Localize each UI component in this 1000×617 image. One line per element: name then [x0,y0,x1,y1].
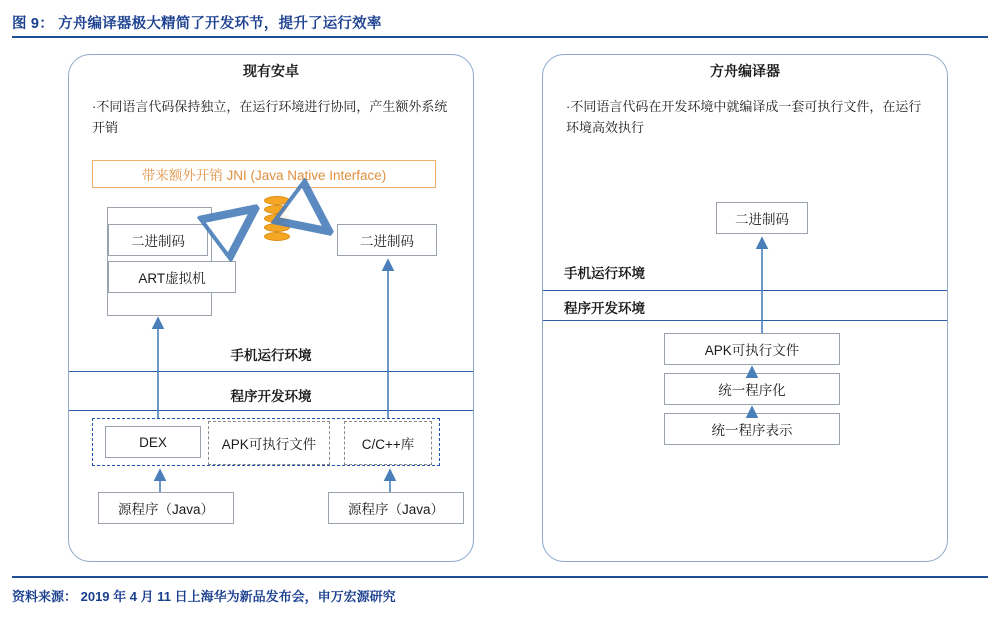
left-runtime-zone-label: 手机运行环境 [230,348,312,363]
coin-stack-icon [264,196,290,244]
source-program-left-box: 源程序（Java） [98,492,234,524]
dex-box: DEX [105,426,201,458]
right-panel-description: ·不同语言代码在开发环境中就编译成一套可执行文件，在运行环境高效执行 [566,99,922,135]
unified-program-box: 统一程序化 [664,373,840,405]
right-runtime-zone-label: 手机运行环境 [564,266,645,281]
right-panel-title: 方舟编译器 [710,63,780,79]
right-dev-zone-label: 程序开发环境 [564,301,645,316]
right-dev-zone-divider [543,320,947,321]
left-dev-zone-divider [69,410,473,411]
source-note: 资料来源： 2019 年 4 月 11 日上海华为新品发布会，申万宏源研究 [12,588,396,604]
left-panel-title: 现有安卓 [243,63,299,79]
page-title: 图 9： 方舟编译器极大精简了开发环节，提升了运行效率 [12,15,382,32]
jni-overhead-box: 带来额外开销 JNI (Java Native Interface) [92,160,436,188]
figure-header [12,8,988,38]
art-vm-box: ART虚拟机 [108,261,236,293]
source-program-right-box: 源程序（Java） [328,492,464,524]
cpp-lib-box: C/C++库 [344,421,432,465]
binary-code-box-right-panel: 二进制码 [716,202,808,234]
binary-code-left-box: 二进制码 [108,224,208,256]
apk-executable-box-right: APK可执行文件 [664,333,840,365]
right-zone-divider [543,290,947,291]
left-panel-description: ·不同语言代码保持独立，在运行环境进行协同，产生额外系统开销 [92,99,448,135]
left-zone-divider [69,371,473,372]
left-dev-zone-label: 程序开发环境 [230,389,312,404]
binary-code-right-box: 二进制码 [337,224,437,256]
figure-footer [12,576,988,606]
unified-representation-box: 统一程序表示 [664,413,840,445]
apk-executable-box-left: APK可执行文件 [208,421,330,465]
